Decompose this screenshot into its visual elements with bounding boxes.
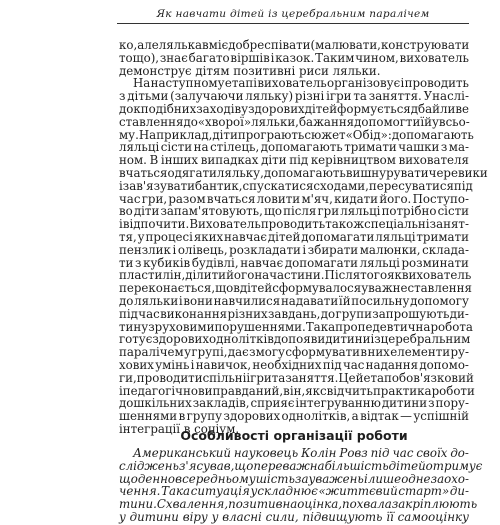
text-line: тини. Схвалення, позитивна оцінка, похвала закріплюють	[119, 497, 478, 512]
text-line: му. Наприклад, діти програють сюжет «Обід»: допомагають	[119, 127, 474, 142]
text-line: хових умінь і навичок, необхідних під час надання допомо-	[119, 358, 469, 372]
text-line: готує здорових однолітків до появи дитини із церебральним	[119, 332, 471, 347]
text-line: тину з руховими порушеннями. Така пропедевтична робота	[119, 319, 473, 334]
text-line: інтеграції в соціум.	[119, 422, 240, 436]
text-line: демонструє дітям позитивні риси ляльки.	[119, 63, 381, 78]
text-line: сліджень з'ясував, що переважна більшість дітей отримує	[119, 458, 483, 473]
text-line: шеннями в групу здорових однолітків, а відтак — успішній	[119, 409, 469, 424]
text-line: Американський науковець Колін Ровз під час своїх до-	[133, 446, 469, 460]
text-line: тощо), знає багато віршів і казок. Таким чином, вихователь	[119, 50, 469, 65]
text-line: чення. Така ситуація ускладнює «життєвий старт» ди-	[119, 484, 469, 499]
text-line: і педагогічно виправданий, він, як свідчить практика роботи	[119, 383, 475, 398]
text-line: і зав'язувати бантик, спускатися сходами, пересуватися під	[119, 178, 473, 193]
text-line: ном. В інших випадках діти під керівництвом вихователя	[119, 153, 469, 168]
text-line: переконається, що в дітей сформувалося уважне ставлення	[119, 281, 472, 296]
text-line: паралічем у групі, дає змогу сформувати в них елементи ру-	[119, 345, 469, 360]
section-heading: Особливості організації роботи	[180, 428, 408, 443]
text-line: щоденно в середньому шість зауважень і лише одне заохо-	[119, 471, 469, 486]
text-line: у дитини віру у власні сили, підвищують її самооцінку	[119, 510, 469, 524]
text-line: во діти запам'ятовують, що після гри ляльці потрібно сісти	[119, 204, 469, 219]
text-line: ти з кубиків будівлі, навчає допомагати ляльці розминати	[119, 255, 469, 270]
text-line: дошкільних закладів, сприяє інтегруванню дитини з пору-	[119, 396, 469, 411]
text-line: час гри, разом вчаться ловити м'яч, кидати його. Поступо-	[119, 191, 469, 206]
text-line: з дітьми (залучаючи ляльку) різні ігри та заняття. Унаслі-	[119, 89, 469, 104]
text-line: до ляльки і вони навчилися надавати їй посильну допомогу	[119, 294, 469, 308]
text-line: док подібних заходів у здорових дітей формується дбайливе	[119, 102, 470, 116]
text-line: На наступному етапі вихователь організовує і проводить	[133, 76, 469, 91]
text-line: і відпочити. Вихователь проводить також спеціальні занят-	[119, 217, 469, 232]
text-line: ляльці сісти на стілець, допомагають тримати чашки з ма-	[119, 140, 469, 155]
text-line: тя, у процесі яких навчає дітей допомагати ляльці тримати	[119, 230, 469, 244]
text-line: ко, але лялька вміє добре співати (малювати, конструювати	[119, 38, 470, 52]
text-line: пензлик і олівець, розкладати і збирати малюнки, склада-	[119, 242, 469, 257]
text-line: ги, проводити спільні ігри та заняття. Цей етап обов'язковий	[119, 370, 474, 385]
text-line: вчаться одягати ляльку, допомагають вишнурувати черевики	[119, 166, 488, 180]
text-line: пластилін, ділити його на частини. Після того як вихователь	[119, 268, 472, 283]
text-line: ставлення до «хворої» ляльки, бажання допомогти їй у всьо-	[119, 114, 470, 129]
running-header: Як навчати дітей із церебральним паралічем	[117, 8, 469, 24]
text-line: під час виконання різних завдань, до групи запрошують ди-	[119, 306, 469, 321]
